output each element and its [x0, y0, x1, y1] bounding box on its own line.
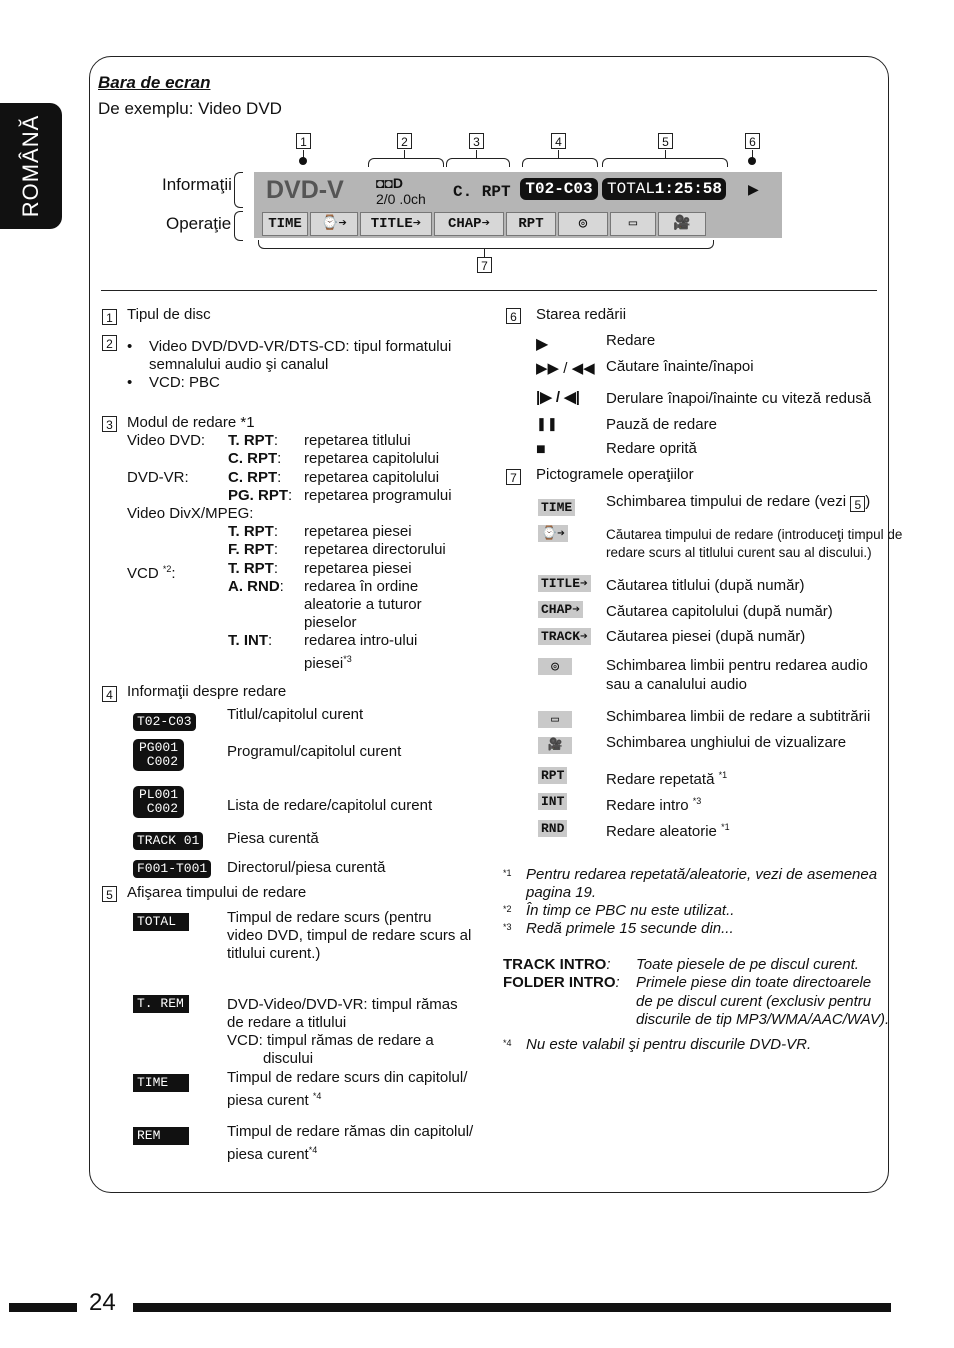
intro-desc: Primele piese din toate directoarele [636, 974, 872, 991]
language-tab [0, 103, 62, 229]
leader-line [484, 248, 485, 257]
time-desc: titlului curent.) [227, 945, 321, 962]
footnote-text: pagina 19. [526, 884, 597, 901]
mode-key: T. RPT: [228, 560, 279, 577]
item-6-title: Starea redării [536, 306, 627, 323]
info-desc: Titlul/capitolul curent [227, 706, 364, 723]
divider [101, 290, 877, 291]
intro-desc: Toate piesele de pe discul curent. [636, 956, 859, 973]
leader-dot [299, 157, 307, 165]
leader-line [404, 150, 405, 158]
op-desc: Schimbarea limbii de redare a subtitrării [606, 708, 871, 725]
status-desc: Redare oprită [606, 440, 697, 457]
disc-type: DVD-V [266, 176, 344, 204]
time-remaining-chip: T. REM [133, 995, 189, 1013]
playlist-chapter-chip: PL001 C002 [133, 786, 184, 818]
time-desc: piesa curent $^{*4}$ [227, 1091, 322, 1109]
title-search-button[interactable]: TITLE➔ [360, 212, 432, 236]
repeat-icon: RPT [538, 767, 567, 784]
status-desc: Pauză de redare [606, 416, 717, 433]
footer-bar-left [9, 1303, 77, 1312]
item-6-number: 6 [506, 308, 521, 324]
time-desc: VCD: timpul rămas de redare a [227, 1032, 434, 1049]
title-chapter-chip: T02-C03 [133, 713, 196, 731]
info-desc: Directorul/piesa curentă [227, 859, 386, 876]
mode-desc: repetarea directorului [304, 541, 446, 558]
footnote-mark: *3 [503, 922, 512, 932]
track-chip: TRACK 01 [133, 832, 203, 850]
time-desc: Timpul de redare scurs (pentru [227, 909, 432, 926]
mode-desc: redarea intro-ului [304, 632, 418, 649]
op-desc: Căutarea piesei (după număr) [606, 628, 806, 645]
mode-key: A. RND: [228, 578, 284, 595]
item-7-title: Pictogramele operaţiilor [536, 466, 694, 483]
time-desc: DVD-Video/DVD-VR: timpul rămas [227, 996, 458, 1013]
audio-icon: ◎ [538, 658, 572, 675]
op-desc: Căutarea capitolului (după număr) [606, 603, 833, 620]
language-label: ROMÂNĂ [18, 114, 43, 218]
mode-desc: repetarea titlului [304, 432, 411, 449]
op-desc: Schimbarea timpului de redare (vezi 5 ) [606, 493, 871, 512]
angle-icon: 🎥 [538, 737, 572, 754]
time-desc: Timpul de redare rămas din capitolul/ [227, 1123, 474, 1140]
section-title: Bara de ecran [98, 73, 211, 92]
time-chip: TIME [133, 1074, 189, 1092]
intro-icon: INT [538, 793, 567, 810]
section-subtitle: De exemplu: Video DVD [98, 99, 282, 118]
bracket-7 [258, 240, 714, 249]
op-desc: Redare intro $^{*3}$ [606, 796, 702, 814]
time-desc: piesa curent$^{*4}$ [227, 1145, 318, 1163]
title-search-icon: TITLE➔ [538, 575, 591, 592]
item-4-title: Informaţii despre redare [127, 683, 287, 700]
mode-key: T. RPT: [228, 432, 279, 449]
time-desc: video DVD, timpul de redare scurs al [227, 927, 472, 944]
time-display [602, 178, 726, 200]
time-icon: TIME [538, 499, 575, 516]
pause-icon: ❚❚ [536, 416, 558, 431]
item-2-number: 2 [102, 335, 117, 351]
info-desc: Piesa curentă [227, 830, 319, 847]
footnote-text: În timp ce PBC nu este utilizat.. [526, 902, 735, 919]
footnote-text: Redă primele 15 secunde din... [526, 920, 734, 937]
page-number: 24 [89, 1289, 116, 1316]
time-mode: TOTAL [607, 180, 656, 198]
subtitle-button[interactable]: ▭ [610, 212, 656, 236]
leader-dot [748, 157, 756, 165]
operation-row-label: Operaţie [166, 214, 232, 233]
mode-label: Video DivX/MPEG: [127, 505, 254, 522]
mode-desc: repetarea piesei [304, 523, 412, 540]
repeat-button[interactable]: RPT [506, 212, 556, 236]
mode-label: DVD-VR: [127, 469, 189, 486]
bracket-4 [522, 158, 598, 167]
op-desc: sau a canalului audio [606, 676, 747, 693]
play-icon: ▶ [536, 336, 549, 353]
mode-desc: redarea în ordine [304, 578, 419, 595]
random-icon: RND [538, 820, 567, 837]
time-desc: de redare a titlului [227, 1014, 347, 1031]
mode-key: T. RPT: [228, 523, 279, 540]
callout-4: 4 [551, 133, 566, 149]
mode-key: PG. RPT: [228, 487, 293, 504]
info-desc: Programul/capitolul curent [227, 743, 402, 760]
audio-logo: D [392, 175, 404, 191]
mode-desc: repetarea capitolului [304, 469, 440, 486]
mode-desc: piesei$^{*3}$ [304, 654, 352, 672]
footnote-mark: *1 [503, 868, 512, 878]
audio-button[interactable]: ◎ [558, 212, 608, 236]
slow-motion-icon: |▶ / ◀| [536, 389, 580, 406]
subtitle-icon: ▭ [538, 711, 572, 728]
status-desc: Redare [606, 332, 656, 349]
status-desc: Căutare înainte/înapoi [606, 358, 754, 375]
mode-desc: repetarea capitolului [304, 450, 440, 467]
time-desc: Timpul de redare scurs din capitolul/ [227, 1069, 468, 1086]
callout-6: 6 [745, 133, 760, 149]
mode-desc: repetarea piesei [304, 560, 412, 577]
program-chapter-chip: PG001 C002 [133, 739, 184, 771]
mode-key: C. RPT: [228, 450, 282, 467]
chapter-search-icon: CHAP➔ [538, 601, 583, 618]
mode-desc: aleatorie a tuturor [304, 596, 422, 613]
op-desc: Redare aleatorie $^{*1}$ [606, 822, 730, 840]
bullet: • [127, 374, 133, 391]
item-1-number: 1 [102, 309, 117, 325]
item-2-line: semnalului audio şi canalul [149, 356, 329, 373]
callout-3: 3 [469, 133, 484, 149]
title-chapter-display: T02-C03 [520, 178, 598, 200]
bracket-3 [446, 158, 510, 167]
intro-key: FOLDER INTRO: [503, 974, 620, 991]
intro-desc: de pe discul curent (exclusiv pentru [636, 993, 872, 1010]
footnote-mark: *2 [503, 904, 512, 914]
intro-desc: discurile de tip MP3/WMA/AAC/WAV). [636, 1011, 890, 1028]
footnote-mark: *4 [503, 1038, 512, 1048]
bullet: • [127, 338, 133, 355]
mode-label: Video DVD: [127, 432, 206, 449]
mode-key: C. RPT: [228, 469, 282, 486]
item-1-text: Tipul de disc [127, 306, 211, 323]
mode-key: T. INT: [228, 632, 273, 649]
callout-1: 1 [296, 133, 311, 149]
dolby-icon: ◘◘ [376, 175, 393, 191]
leader-line [558, 150, 559, 158]
time-button[interactable]: TIME [262, 212, 308, 236]
audio-channels: 2/0 .0ch [376, 191, 426, 207]
chapter-search-button[interactable]: CHAP➔ [434, 212, 504, 236]
item-5-title: Afişarea timpului de redare [127, 884, 307, 901]
op-desc: Căutarea timpului de redare (introduceţi timpul de [606, 527, 903, 542]
track-search-icon: TRACK➔ [538, 628, 591, 645]
op-desc: Redare repetată $^{*1}$ [606, 770, 728, 788]
repeat-mode: C. RPT [453, 183, 511, 201]
item-2-line: Video DVD/DVD-VR/DTS-CD: tipul formatului [149, 338, 452, 355]
stop-icon: ■ [536, 441, 546, 458]
elapsed-time: 1:25:58 [654, 180, 722, 198]
op-desc: Căutarea titlului (după număr) [606, 577, 805, 594]
time-search-icon: ⌚➔ [538, 525, 568, 542]
bracket-5 [602, 158, 728, 167]
status-desc: Derulare înapoi/înainte cu viteză redusă [606, 390, 872, 407]
info-row-label: Informaţii [162, 175, 232, 194]
remaining-chip: REM [133, 1127, 189, 1145]
search-icon: ▶▶ / ◀◀ [536, 360, 595, 377]
folder-track-chip: F001-T001 [133, 860, 211, 878]
leader-line [476, 150, 477, 158]
info-desc: Lista de redare/capitolul curent [227, 797, 433, 814]
callout-2: 2 [397, 133, 412, 149]
footnote-text: Pentru redarea repetată/aleatorie, vezi de asemenea [526, 866, 878, 883]
operation-bracket [234, 211, 243, 241]
time-desc: discului [263, 1050, 314, 1067]
callout-5: 5 [658, 133, 673, 149]
item-7-number: 7 [506, 469, 521, 485]
item-5-number: 5 [102, 886, 117, 902]
footnote-text: Nu este valabil şi pentru discurile DVD-VR. [526, 1036, 812, 1053]
mode-label: VCD $^{*2}$: [127, 564, 176, 582]
item-3-title: Modul de redare *1 [127, 414, 255, 431]
time-search-button[interactable]: ⌚➔ [310, 212, 358, 236]
footer-bar-right [133, 1303, 891, 1312]
item-4-number: 4 [102, 686, 117, 702]
op-desc: Schimbarea limbii pentru redarea audio [606, 657, 868, 674]
mode-desc: repetarea programului [304, 487, 452, 504]
info-bracket [234, 172, 243, 208]
intro-key: TRACK INTRO: [503, 956, 611, 973]
callout-7: 7 [477, 257, 492, 273]
total-chip: TOTAL [133, 913, 189, 931]
item-2-line: VCD: PBC [149, 374, 220, 391]
mode-desc: pieselor [304, 614, 357, 631]
play-icon: ▶ [748, 181, 759, 197]
op-desc: Schimbarea unghiului de vizualizare [606, 734, 847, 751]
bracket-2 [368, 158, 444, 167]
op-desc: redare scurs al titlului curent sau al discului.) [606, 545, 872, 560]
mode-key: F. RPT: [228, 541, 279, 558]
item-3-number: 3 [102, 416, 117, 432]
leader-line [665, 150, 666, 158]
angle-button[interactable]: 🎥 [658, 212, 706, 236]
